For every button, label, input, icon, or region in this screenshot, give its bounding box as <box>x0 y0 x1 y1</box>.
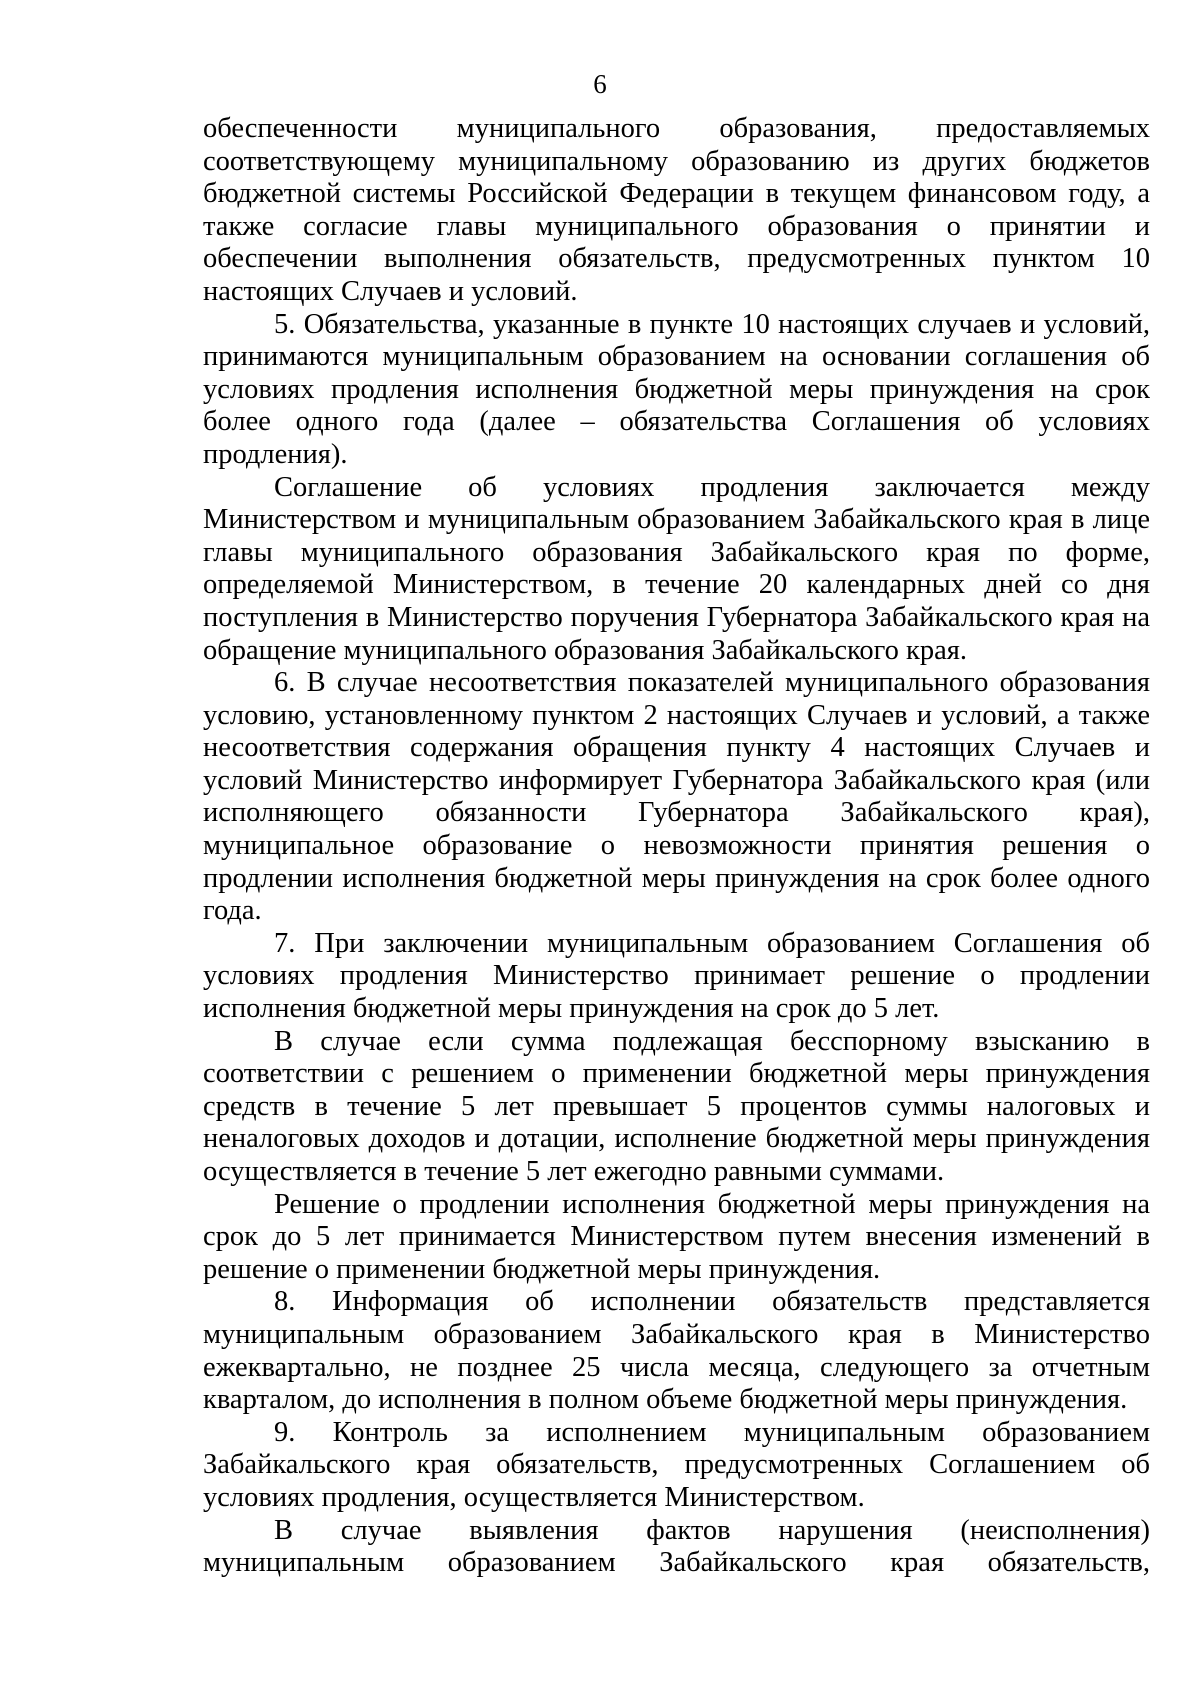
paragraph-continuation: обеспеченности муниципального образования, предоставляемых соответствующему муниципальному образованию из других бюджетов бюджетной системы Российской Федерации в текущем финансовом году, а также согласие главы муниципального образования о принятии и обеспечении выполнения обязательств, предусмотренных пунктом 10 настоящих Случаев и условий. <box>203 113 1150 307</box>
paragraph-item-7: 7. При заключении муниципальным образованием Соглашения об условиях продления Министерство принимает решение о продлении исполнения бюджетной меры принуждения на срок до 5 лет. <box>203 927 1150 1025</box>
document-body <box>203 113 1150 1580</box>
paragraph-item-9: 9. Контроль за исполнением муниципальным образованием Забайкальского края обязательств, предусмотренных Соглашением об условиях продления, осуществляется Министерством. <box>203 1416 1150 1513</box>
paragraph-decision: Решение о продлении исполнения бюджетной меры принуждения на срок до 5 лет принимается Министерством путем внесения изменений в решение о применении бюджетной меры принуждения. <box>203 1188 1150 1285</box>
paragraph-agreement: Соглашение об условиях продления заключается между Министерством и муниципальным образованием Забайкальского края в лице главы муниципального образования Забайкальского края по форме, определяемой Министерством, в течение 20 календарных дней со дня поступления в Министерство поручения Губернатора Забайкальского края на обращение муниципального образования Забайкальского края. <box>203 471 1150 666</box>
paragraph-item-5: 5. Обязательства, указанные в пункте 10 настоящих случаев и условий, принимаются муниципальным образованием на основании соглашения об условиях продления исполнения бюджетной меры принуждения на срок более одного года (далее – обязательства Соглашения об условиях продления). <box>203 308 1150 470</box>
paragraph-item-6: 6. В случае несоответствия показателей муниципального образования условию, установленному пунктом 2 настоящих Случаев и условий, а также несоответствия содержания обращения пункту 4 настоящих Случаев и условий Министерство информирует Губернатора Забайкальского края (или исполняющего обязанности Губернатора Забайкальского края), муниципальное образование о невозможности принятия решения о продлении исполнения бюджетной меры принуждения на срок более одного года. <box>203 667 1150 927</box>
paragraph-item-8: 8. Информация об исполнении обязательств представляется муниципальным образованием Забайкальского края в Министерство ежеквартально, не позднее 25 числа месяца, следующего за отчетным кварталом, до исполнения в полном объеме бюджетной меры принуждения. <box>203 1286 1150 1416</box>
paragraph-violation: В случае выявления фактов нарушения (неисполнения) муниципальным образованием Забайкальского края обязательств, <box>203 1514 1150 1579</box>
page-number: 6 <box>593 69 607 99</box>
paragraph-five-percent: В случае если сумма подлежащая бесспорному взысканию в соответствии с решением о применении бюджетной меры принуждения средств в течение 5 лет превышает 5 процентов суммы налоговых и неналоговых доходов и дотации, исполнение бюджетной меры принуждения осуществляется в течение 5 лет ежегодно равными суммами. <box>203 1025 1150 1187</box>
